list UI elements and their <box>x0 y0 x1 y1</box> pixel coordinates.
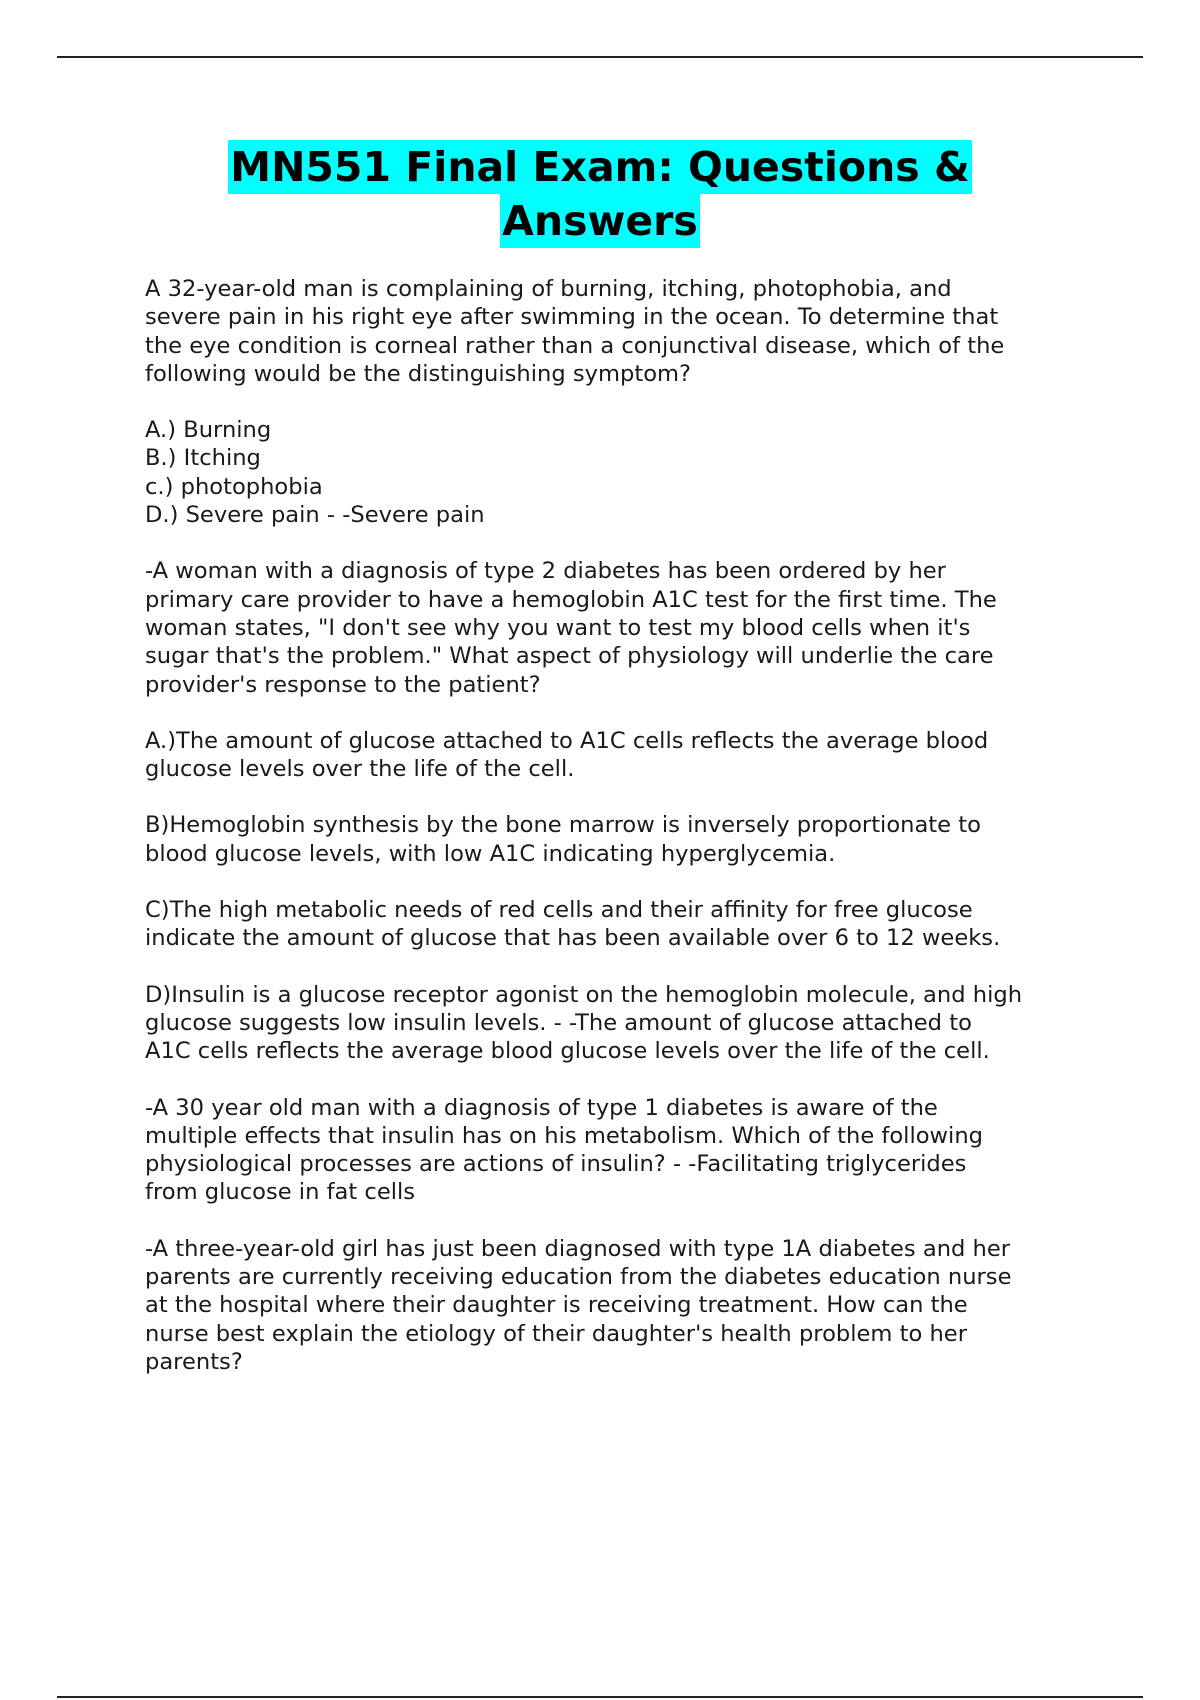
question-1-option-c: c.) photophobia <box>145 473 323 500</box>
question-1-option-a: A.) Burning <box>145 417 272 444</box>
title-line-2: Answers <box>500 194 700 248</box>
question-2-option-b: B)Hemoglobin synthesis by the bone marrow is inversely proportionate to blood glucose levels, with low A1C indicating hyperglycemia. <box>145 812 981 867</box>
question-2-option-d: D)Insulin is a glucose receptor agonist on the hemoglobin molecule, and high glucose suggests low insulin levels. - -The amount of glucose attached to A1C cells reflects the average blood glucose levels over the life of the cell. <box>145 981 1023 1065</box>
question-2: -A woman with a diagnosis of type 2 diabetes has been ordered by her primary care provider to have a hemoglobin A1C test for the first time. The woman states, "I don't see why you want to test my blood cells when it's sugar that's the problem." What aspect of physiology will underlie the care provider's response to the patient? <box>145 558 997 698</box>
top-divider <box>57 56 1143 58</box>
question-1-options <box>145 416 1095 529</box>
page-title <box>0 140 1200 248</box>
title-line-1: MN551 Final Exam: Questions & <box>228 140 971 194</box>
question-3: -A 30 year old man with a diagnosis of type 1 diabetes is aware of the multiple effects that insulin has on his metabolism. Which of the following physiological processes are actions of insulin? - -Facilitating triglycerides from glucose in fat cells <box>145 1094 983 1206</box>
question-2-option-a: A.)The amount of glucose attached to A1C cells reflects the average blood glucose levels over the life of the cell. <box>145 727 989 783</box>
bottom-divider <box>57 1696 1143 1698</box>
document-body <box>145 275 1095 1404</box>
question-1: A 32-year-old man is complaining of burning, itching, photophobia, and severe pain in his right eye after swimming in the ocean. To determine that the eye condition is corneal rather than a conjunctival disease, which of the following would be the distinguishing symptom? <box>145 276 1005 387</box>
question-4: -A three-year-old girl has just been diagnosed with type 1A diabetes and her parents are currently receiving education from the diabetes education nurse at the hospital where their daughter is receiving treatment. How can the nurse best explain the etiology of their daughter's health problem to her parents? <box>145 1235 1012 1375</box>
question-1-option-d: D.) Severe pain - -Severe pain <box>145 502 485 529</box>
question-1-option-b: B.) Itching <box>145 445 261 472</box>
question-2-option-c: C)The high metabolic needs of red cells and their affinity for free glucose indicate the amount of glucose that has been available over 6 to 12 weeks. <box>145 897 1001 952</box>
